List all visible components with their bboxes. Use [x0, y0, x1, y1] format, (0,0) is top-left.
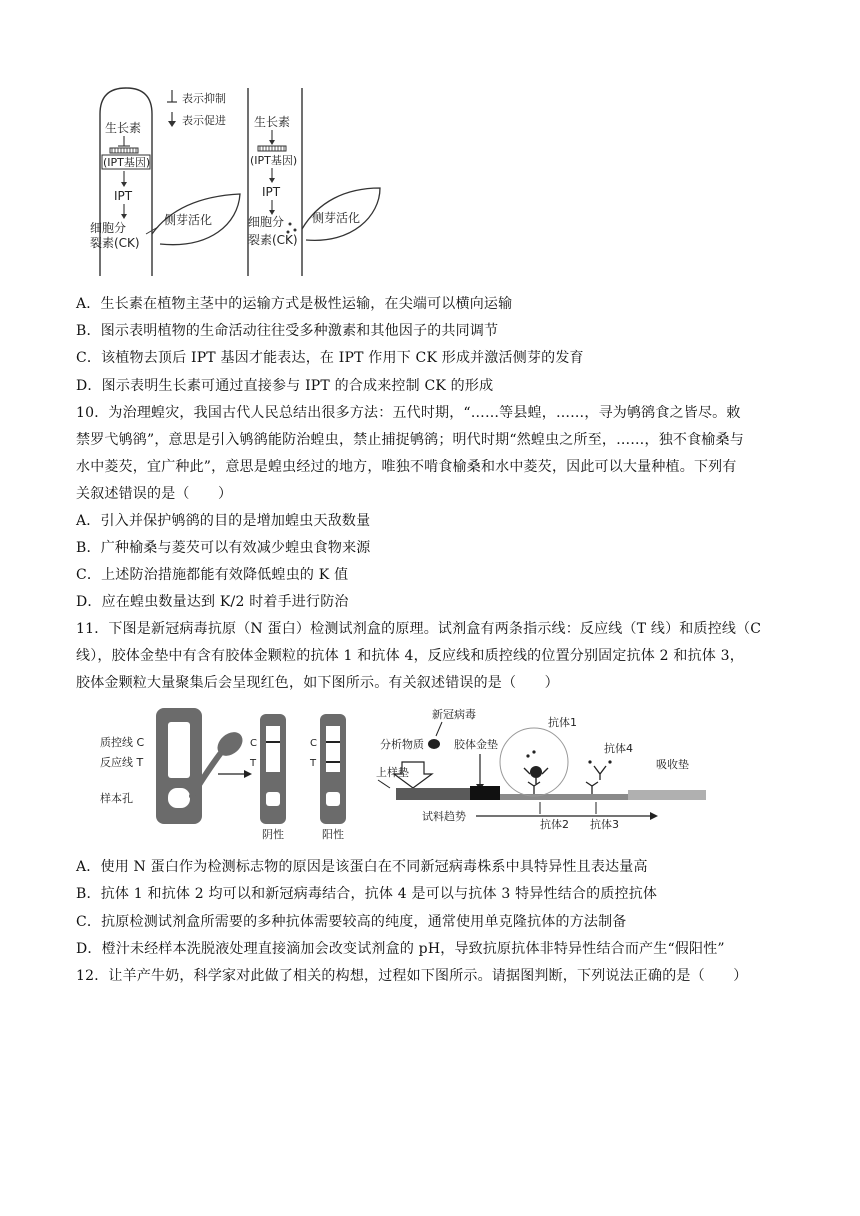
q10-stem-line-4: 关叙述错误的是（ ）: [76, 486, 233, 502]
right-ipt-label: IPT: [262, 185, 281, 199]
left-ck-label-1: 细胞分: [90, 221, 127, 235]
negative-label: 阴性: [262, 828, 284, 841]
q9-option-a: A．生长素在植物主茎中的运输方式是极性运输，在尖端可以横向运输: [76, 296, 513, 312]
right-ck-label-1: 细胞分: [248, 215, 285, 229]
q11-option-d: D．橙汁未经样本洗脱液处理直接滴加会改变试剂盒的 pH，导致抗原抗体非特异性结合而产生“假阳性”: [76, 941, 725, 957]
positive-t-label: T: [310, 758, 317, 769]
q11-option-a: A．使用 N 蛋白作为检测标志物的原因是该蛋白在不同新冠病毒株系中具特异性且表达量高: [76, 859, 648, 875]
legend: [167, 90, 226, 127]
legend-promote-label: 表示促进: [182, 114, 226, 127]
sample-pad-label: 上样垫: [376, 766, 409, 779]
q11-stem-line-3: 胶体金颗粒大量聚集后会呈现红色，如下图所示。有关叙述错误的是（ ）: [76, 675, 559, 691]
right-ck-label-2: 裂素(CK): [248, 233, 298, 247]
positive-c-label: C: [310, 738, 317, 749]
q10-stem-line-2: 禁罗弋鸲鹆”，意思是引入鸲鹆能防治蝗虫，禁止捕捉鸲鹆；明代时期“然蝗虫之所至，……，独不食榆桑与: [76, 432, 744, 448]
legend-inhibit-label: 表示抑制: [182, 92, 226, 105]
sample-hole-label: 样本孔: [100, 792, 133, 805]
virus-particle: [428, 739, 440, 749]
antibody-1-label: 抗体1: [548, 716, 577, 729]
antigen-test-figure: [96, 704, 716, 846]
analyte-label: 分析物质: [380, 738, 424, 751]
antibody-3-label: 抗体3: [590, 818, 619, 831]
q12-stem: 12．让羊产牛奶，科学家对此做了相关的构想，过程如下图所示。请据图判断，下列说法正确的是（ ）: [76, 968, 748, 984]
negative-t-label: T: [250, 758, 257, 769]
virus-label: 新冠病毒: [432, 708, 476, 721]
q9-option-d: D．图示表明生长素可通过直接参与 IPT 的合成来控制 CK 的形成: [76, 378, 494, 394]
right-ipt-gene-label: (IPT基因): [250, 154, 298, 167]
negative-c-label: C: [250, 738, 257, 749]
right-auxin-label: 生长素: [254, 115, 291, 129]
gold-pad: [470, 786, 500, 800]
positive-label: 阳性: [322, 828, 344, 841]
q9-option-c: C．该植物去顶后 IPT 基因才能表达，在 IPT 作用下 CK 形成并激活侧芽的发育: [76, 350, 584, 366]
q10-option-c: C．上述防治措施都能有效降低蝗虫的 K 值: [76, 567, 349, 583]
left-ipt-gene-label: (IPT基因): [103, 156, 151, 169]
hormone-regulation-figure: [90, 84, 390, 280]
test-line-label: 反应线 T: [100, 756, 144, 769]
q11-option-c: C．抗原检测试剂盒所需要的多种抗体需要较高的纯度，通常使用单克隆抗体的方法制备: [76, 914, 627, 930]
q9-option-b: B．图示表明植物的生命活动往往受多种激素和其他因子的共同调节: [76, 323, 499, 339]
q10-stem-line-3: 水中菱芡，宜广种此”，意思是蝗虫经过的地方，唯独不啃食榆桑和水中菱芡，因此可以大量种植。下列有: [76, 459, 737, 475]
sample-pad: [396, 788, 472, 800]
absorbent-pad-label: 吸收垫: [656, 758, 689, 771]
right-bud-label: 侧芽活化: [312, 211, 361, 225]
gold-pad-label: 胶体金垫: [454, 738, 498, 751]
antibody-4-mark: [594, 766, 606, 780]
q10-option-a: A．引入并保护鸲鹆的目的是增加蝗虫天敌数量: [76, 513, 371, 529]
test-window: [168, 722, 190, 778]
left-auxin-label: 生长素: [105, 121, 142, 135]
left-bud-label: 侧芽活化: [164, 213, 213, 227]
antibody-2-label: 抗体2: [540, 818, 569, 831]
antibody-3-mark: [586, 782, 598, 794]
left-ck-label-2: 裂素(CK): [90, 236, 140, 250]
left-ipt-label: IPT: [114, 189, 133, 203]
q11-stem-line-1: 11．下图是新冠病毒抗原（N 蛋白）检测试剂盒的原理。试剂盒有两条指示线：反应线（T 线）和质控线（C: [76, 621, 762, 637]
control-line-label: 质控线 C: [100, 736, 145, 749]
antibody-2-mark: [528, 782, 540, 794]
flow-label: 试料趋势: [422, 810, 466, 823]
antibody-4-label: 抗体4: [604, 742, 633, 755]
q10-option-b: B．广种榆桑与菱芡可以有效减少蝗虫食物来源: [76, 540, 371, 556]
q10-stem-line-1: 10．为治理蝗灾，我国古代人民总结出很多方法：五代时期，“……等县蝗，……，寻为鸲鹆食之皆尽。敕: [76, 405, 741, 421]
q10-option-d: D．应在蝗虫数量达到 K/2 时着手进行防治: [76, 594, 349, 610]
sample-well: [168, 788, 190, 808]
q11-option-b: B．抗体 1 和抗体 2 均可以和新冠病毒结合，抗体 4 是可以与抗体 3 特异性结合的质控抗体: [76, 886, 658, 902]
q11-stem-line-2: 线），胶体金垫中有含有胶体金颗粒的抗体 1 和抗体 4，反应线和质控线的位置分别固定抗体 2 和抗体 3，: [76, 648, 744, 664]
absorbent-pad: [628, 790, 706, 800]
